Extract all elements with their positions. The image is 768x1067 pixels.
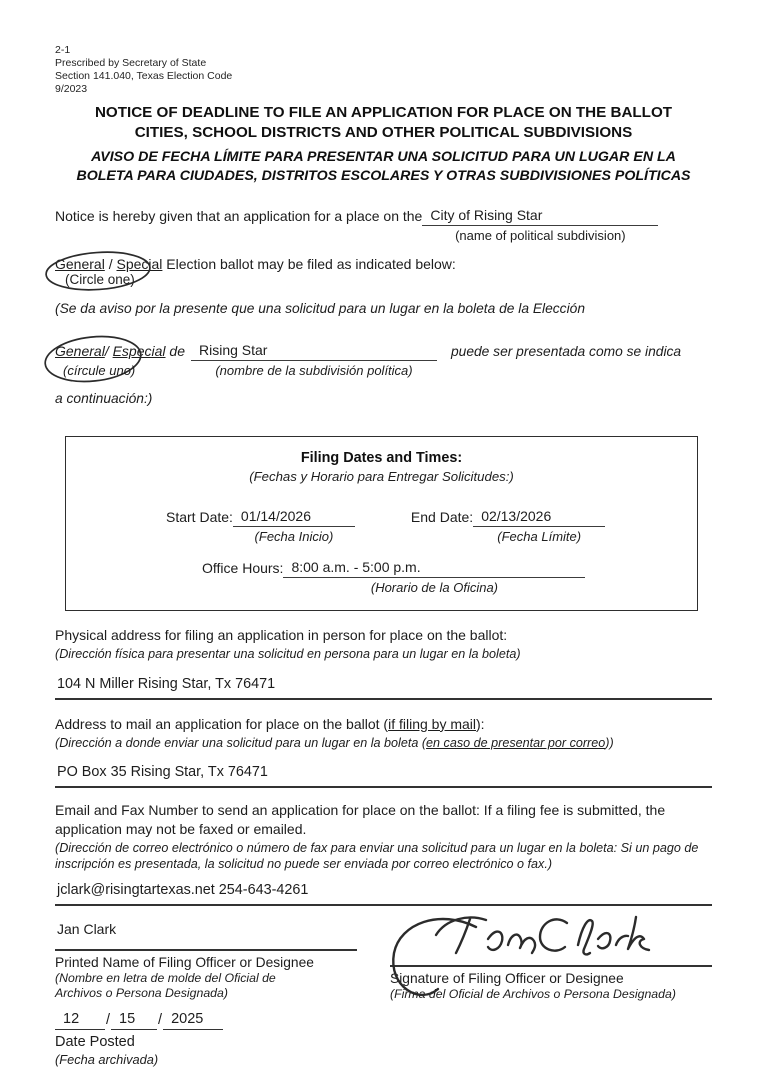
mail-address-value: PO Box 35 Rising Star, Tx 76471: [55, 764, 712, 788]
mail-address-label: [55, 715, 712, 734]
title-spanish-line-1: AVISO DE FECHA LÍMITE PARA PRESENTAR UNA SOLICITUD PARA UN LUGAR EN LA: [91, 148, 676, 165]
printed-name-label: Printed Name of Filing Officer or Designee: [55, 955, 314, 971]
spanish-general-stack: [55, 343, 185, 379]
spanish-de-label: de: [165, 343, 185, 360]
date-posted-label: Date Posted: [55, 1034, 135, 1051]
mail-address-label-suffix: ):: [476, 715, 485, 732]
statute-line: Section 141.040, Texas Election Code: [55, 70, 233, 83]
filing-dates-box: [65, 436, 698, 611]
filing-dates-row: [66, 508, 697, 545]
continuation-text: a continuación:): [55, 391, 153, 407]
date-posted-year: 2025: [163, 1011, 223, 1030]
signature-area: [55, 921, 712, 1002]
email-fax-label-es: (Dirección de correo electrónico o número de fax para enviar una solicitud para un lugar en la boleta: Si un pago de inscripción es presentada, la solicitud no puede ser enviada por correo electrónico o fax.): [55, 840, 699, 872]
physical-address-label-es: (Dirección física para presentar una solicitud en persona para un lugar en la boleta): [55, 647, 521, 662]
office-hours-field: [283, 559, 585, 596]
email-fax-value: jclark@risingtartexas.net 254-643-4261: [55, 882, 712, 906]
spanish-option-slash: /: [104, 343, 109, 360]
date-posted-month: 12: [55, 1011, 105, 1030]
physical-address-section: [55, 626, 712, 699]
filing-box-subtitle: (Fechas y Horario para Entregar Solicitudes:): [249, 469, 514, 485]
document-title-spanish: [55, 148, 712, 185]
office-hours-label: Office Hours:: [202, 560, 284, 577]
date-posted-day: 15: [111, 1011, 157, 1030]
spanish-subdivision-caption: (nombre de la subdivisión política): [215, 363, 413, 379]
ballot-filed-text: Election ballot may be filed as indicated below:: [162, 256, 456, 273]
start-date-value: 01/14/2026: [233, 508, 355, 527]
spanish-especial-label: Especial: [112, 343, 166, 360]
office-hours-caption: (Horario de la Oficina): [370, 580, 499, 596]
signature-label: Signature of Filing Officer or Designee: [390, 971, 624, 987]
end-date-value: 02/13/2026: [473, 508, 605, 527]
start-date-field: [233, 508, 355, 545]
form-meta: [55, 44, 712, 96]
spanish-rest-text: puede ser presentada como se indica: [450, 344, 682, 360]
printed-name-value: Jan Clark: [55, 921, 357, 951]
filing-box-title: Filing Dates and Times:: [300, 450, 463, 467]
subdivision-name-caption: (name of political subdivision): [455, 228, 626, 244]
physical-address-value: 104 N Miller Rising Star, Tx 76471: [55, 676, 712, 700]
general-option-label: General: [55, 256, 105, 273]
prescribed-by-line: Prescribed by Secretary of State: [55, 57, 207, 70]
office-hours-value: 8:00 a.m. - 5:00 p.m.: [283, 559, 585, 578]
notice-lead-text: Notice is hereby given that an application for a place on the: [55, 208, 423, 225]
end-date-field: [473, 508, 605, 545]
circle-uno-caption: (círcule uno): [63, 363, 136, 379]
date-separator: /: [158, 1012, 163, 1029]
hand-drawn-circle-icon: [41, 334, 145, 386]
subdivision-name-value: City of Rising Star: [422, 207, 658, 226]
spanish-subdivision-value: Rising Star: [191, 342, 437, 361]
revision-date: 9/2023: [55, 83, 88, 96]
mail-address-section: [55, 715, 712, 788]
start-date-label: Start Date:: [166, 509, 233, 526]
mail-address-label-es: [55, 735, 712, 751]
mail-address-label-prefix: Address to mail an application for place on the ballot (: [55, 715, 389, 732]
spanish-subdivision-field: [191, 342, 437, 379]
signature-block: [390, 921, 712, 1002]
option-slash: /: [108, 256, 113, 273]
mail-address-label-underlined: if filing by mail: [388, 715, 477, 732]
date-posted-label-es: (Fecha archivada): [55, 1052, 159, 1067]
mail-address-label-es-suffix: )): [605, 735, 614, 750]
printed-name-block: [55, 921, 357, 1002]
signature-label-es: (Firma del Oficial de Archivos o Persona Designada): [390, 987, 676, 1002]
document-title: [55, 103, 712, 142]
mail-address-label-es-underlined: en caso de presentar por correo: [426, 735, 606, 750]
email-fax-section: [55, 801, 712, 907]
date-posted-row: [55, 1011, 712, 1030]
title-line-2: CITIES, SCHOOL DISTRICTS AND OTHER POLITICAL SUBDIVISIONS: [134, 123, 633, 141]
end-date-caption: (Fecha Límite): [497, 529, 582, 545]
end-date-label: End Date:: [410, 509, 474, 526]
signature-handwriting-icon: [380, 905, 670, 1005]
title-line-1: NOTICE OF DEADLINE TO FILE AN APPLICATION FOR PLACE ON THE BALLOT: [94, 104, 673, 122]
title-spanish-line-2: BOLETA PARA CIUDADES, DISTRITOS ESCOLARES Y OTRAS SUBDIVISIONES POLÍTICAS: [76, 167, 691, 184]
notice-statement: [55, 207, 712, 244]
start-date-caption: (Fecha Inicio): [254, 529, 334, 545]
general-special-row: [55, 256, 712, 287]
circle-one-caption: (Circle one): [65, 272, 135, 288]
printed-name-label-es: (Nombre en letra de molde del Oficial de Archivos o Persona Designada): [55, 971, 276, 1001]
office-hours-row: [66, 559, 697, 596]
email-fax-label: Email and Fax Number to send an application for place on the ballot: If a filing fee is submitted, the application may not be faxed or emailed.: [55, 801, 666, 837]
special-option-label: Special: [116, 256, 163, 273]
date-separator: /: [106, 1012, 111, 1029]
physical-address-label: Physical address for filing an application in person for place on the ballot:: [55, 627, 508, 644]
subdivision-name-field: [422, 207, 658, 244]
spanish-notice-line1: (Se da aviso por la presente que una solicitud para un lugar en la boleta de la Elección: [55, 301, 585, 317]
form-number: 2-1: [55, 44, 71, 56]
mail-address-label-es-prefix: (Dirección a donde enviar una solicitud para un lugar en la boleta (: [55, 735, 427, 750]
spanish-general-row: [55, 342, 712, 379]
spanish-general-label: General: [55, 343, 105, 360]
